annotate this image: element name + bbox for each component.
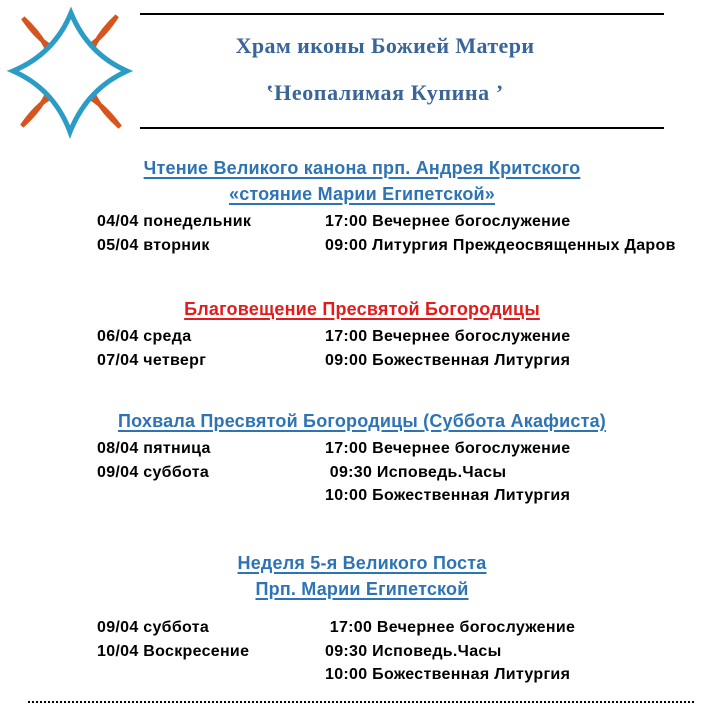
section-heading-line: Прп. Марии Египетской xyxy=(255,579,469,599)
row-date: 10/04 Воскресение xyxy=(97,642,250,660)
burning-bush-star-icon xyxy=(0,0,150,150)
row-date: 05/04 вторник xyxy=(97,236,210,254)
row-service: 17:00 Вечернее богослужение xyxy=(325,213,571,230)
row-date: 04/04 понедельник xyxy=(97,213,252,230)
section-heading-line: Похвала Пресвятой Богородицы (Суббота Акафиста) xyxy=(117,411,607,431)
schedule-section xyxy=(27,155,697,257)
row-date: 07/04 четверг xyxy=(97,351,207,369)
section-heading-line: «стояние Марии Египетской» xyxy=(228,184,495,204)
header-rule-top xyxy=(140,13,664,15)
row-service: 17:00 Вечернее богослужение xyxy=(325,619,576,636)
section-heading-line: Чтение Великого канона прп. Андрея Критского xyxy=(143,158,581,178)
page-subtitle: ‛Неопалимая Купина ’ xyxy=(266,80,504,105)
row-service: 17:00 Вечернее богослужение xyxy=(325,440,571,457)
section-rows xyxy=(27,437,697,508)
dotted-divider xyxy=(28,701,694,703)
schedule-section xyxy=(27,408,697,508)
row-service: 10:00 Божественная Литургия xyxy=(325,666,571,683)
schedule-section xyxy=(27,550,697,687)
schedule-row xyxy=(27,461,697,485)
row-date: 09/04 суббота xyxy=(97,463,210,481)
schedule-row xyxy=(27,325,697,349)
page-title: Храм иконы Божией Матери xyxy=(235,33,535,58)
section-heading-line: Неделя 5-я Великого Поста xyxy=(237,553,487,573)
schedule-row xyxy=(27,437,697,461)
section-rows xyxy=(27,325,697,372)
header-rule-bottom xyxy=(140,127,664,129)
schedule-row xyxy=(27,663,697,687)
row-service: 17:00 Вечернее богослужение xyxy=(325,328,571,345)
row-service: 09:30 Исповедь.Часы xyxy=(325,642,502,660)
row-date: 06/04 среда xyxy=(97,328,192,345)
schedule-row xyxy=(27,640,697,664)
section-rows xyxy=(27,616,697,687)
row-service: 09:00 Божественная Литургия xyxy=(325,351,571,369)
schedule-row xyxy=(27,234,697,258)
row-service: 10:00 Божественная Литургия xyxy=(325,487,571,504)
row-date: 08/04 пятница xyxy=(97,440,211,457)
schedule-section xyxy=(27,296,697,372)
row-date: 09/04 суббота xyxy=(97,619,210,636)
section-heading-line: Благовещение Пресвятой Богородицы xyxy=(184,299,540,319)
schedule-row xyxy=(27,210,697,234)
row-service: 09:30 Исповедь.Часы xyxy=(325,463,507,481)
schedule-row xyxy=(27,616,697,640)
section-rows xyxy=(27,210,697,257)
row-service: 09:00 Литургия Преждеосвященных Даров xyxy=(325,236,676,254)
schedule-row xyxy=(27,484,697,508)
schedule-row xyxy=(27,349,697,373)
